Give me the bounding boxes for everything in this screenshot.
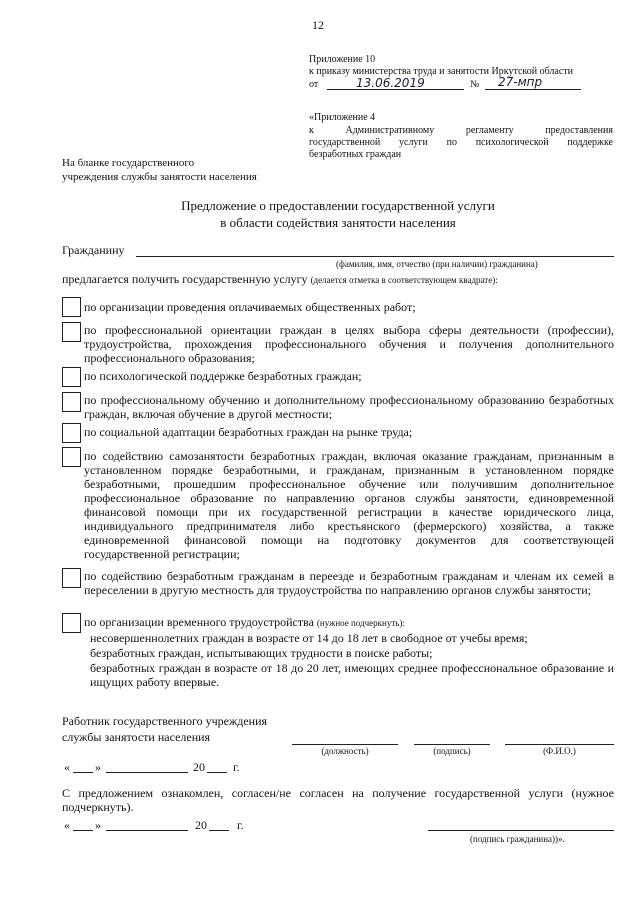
full-name-caption: (Ф.И.О.): [543, 746, 576, 756]
option-career-guidance: по профессиональной ориентации граждан в целях выбора сферы деятельности (профессии), трудоустройства, прохождения профессионального обучения и получения дополнительного профессионального образования;: [84, 323, 614, 365]
checkbox-career-guidance[interactable]: [62, 322, 81, 342]
number-underline: [485, 89, 581, 90]
checkbox-vocational-training[interactable]: [62, 392, 81, 412]
date-g-2: г.: [237, 818, 244, 832]
date-day-field-2[interactable]: [73, 830, 93, 831]
document-title-line2: в области содействия занятости населения: [220, 215, 456, 230]
appendix10-number-sign: №: [470, 79, 480, 90]
option-temporary-main: по организации временного трудоустройства: [84, 615, 314, 629]
sub-option-minors[interactable]: несовершеннолетних граждан в возрасте от 14 до 18 лет в свободное от учебы время;: [90, 631, 528, 645]
citizen-signature-caption: (подпись гражданина))».: [470, 834, 565, 844]
date-open-quote-2: «: [64, 818, 70, 832]
letterhead-line2: учреждения службы занятости населения: [62, 171, 257, 183]
appendix4-line3: государственной услуги по психологической поддержке: [309, 137, 613, 148]
offer-main: предлагается получить государственную услугу: [62, 272, 308, 286]
date-close-quote-1: »: [95, 760, 101, 774]
option-psychological-support: по психологической поддержке безработных граждан;: [84, 369, 362, 383]
date-year-field-1[interactable]: [207, 772, 227, 773]
appendix4-line4: безработных граждан: [309, 149, 402, 160]
date-month-field-1[interactable]: [106, 772, 188, 773]
page-number: 12: [312, 18, 324, 32]
appendix4-line2: к Административному регламенту предоставления: [309, 125, 613, 136]
checkbox-relocation[interactable]: [62, 568, 81, 588]
worker-line2: службы занятости населения: [62, 730, 211, 744]
appendix4-title: «Приложение 4: [309, 112, 376, 123]
handwritten-number: 27-мпр: [498, 75, 543, 89]
date-year-prefix-1: 20: [193, 760, 205, 774]
citizen-label: Гражданину: [62, 243, 125, 257]
date-close-quote-2: »: [95, 818, 101, 832]
citizen-signature-field[interactable]: [428, 830, 614, 831]
option-temporary-note: (нужное подчеркнуть):: [316, 618, 405, 628]
checkbox-temporary-employment[interactable]: [62, 613, 81, 633]
consent-text: С предложением ознакомлен, согласен/не согласен на получение государственной услуги (нужное подчеркнуть).: [62, 786, 614, 814]
sub-option-difficulties[interactable]: безработных граждан, испытывающих трудности в поиске работы;: [90, 646, 433, 660]
document-title-line1: Предложение о предоставлении государственной услуги: [181, 198, 495, 213]
appendix10-order: к приказу министерства труда и занятости Иркутской области: [309, 66, 574, 77]
option-vocational-training: по профессиональному обучению и дополнительному профессиональному образованию безработных граждан, включая обучение в другой местности;: [84, 393, 614, 421]
option-public-works: по организации проведения оплачиваемых общественных работ;: [84, 300, 416, 314]
position-field[interactable]: [292, 744, 398, 745]
offer-text: [62, 272, 498, 286]
appendix10-from: от: [309, 79, 319, 90]
sub-option-young-graduates[interactable]: безработных граждан в возрасте от 18 до 20 лет, имеющих среднее профессиональное образование и ищущих работу впервые.: [90, 661, 614, 689]
signature-field[interactable]: [414, 744, 490, 745]
appendix10-title: Приложение 10: [309, 54, 376, 65]
checkbox-self-employment[interactable]: [62, 447, 81, 467]
date-month-field-2[interactable]: [106, 830, 188, 831]
checkbox-psychological-support[interactable]: [62, 367, 81, 387]
option-self-employment: по содействию самозанятости безработных граждан, включая оказание гражданам, признанным в установленном порядке безработными, и гражданам, признанным в установленном порядке безработными, прошедшим профессиональное обучение или получившим дополнительное профессиональное образование по направлению органов службы занятости, единовременной финансовой помощи при их государственной регистрации в качестве юридического лица, индивидуального предпринимателя либо крестьянского (фермерского) хозяйства, а также единовременной финансовой помощи на подготовку документов для соответствующей государственной регистрации;: [84, 449, 614, 561]
position-caption: (должность): [321, 746, 369, 756]
date-open-quote-1: «: [64, 760, 70, 774]
checkbox-public-works[interactable]: [62, 297, 81, 317]
date-day-field-1[interactable]: [73, 772, 93, 773]
date-year-field-2[interactable]: [209, 830, 229, 831]
offer-note: (делается отметка в соответствующем квадрате):: [310, 275, 498, 285]
date-g-1: г.: [233, 760, 240, 774]
citizen-caption: (фамилия, имя, отчество (при наличии) гражданина): [336, 259, 538, 269]
checkbox-social-adaptation[interactable]: [62, 423, 81, 443]
citizen-name-field[interactable]: [136, 256, 614, 257]
option-relocation: по содействию безработным гражданам в переезде и безработным гражданам и членам их семей в переселении в другую местность для трудоустройства по направлению органов службы занятости;: [84, 569, 614, 597]
option-temporary-employment: [84, 615, 614, 629]
worker-line1: Работник государственного учреждения: [62, 714, 268, 728]
handwritten-date: 13.06.2019: [356, 76, 425, 90]
full-name-field[interactable]: [505, 744, 614, 745]
date-year-prefix-2: 20: [195, 818, 207, 832]
signature-caption: (подпись): [433, 746, 471, 756]
option-social-adaptation: по социальной адаптации безработных граждан на рынке труда;: [84, 425, 413, 439]
letterhead-line1: На бланке государственного: [62, 157, 195, 169]
